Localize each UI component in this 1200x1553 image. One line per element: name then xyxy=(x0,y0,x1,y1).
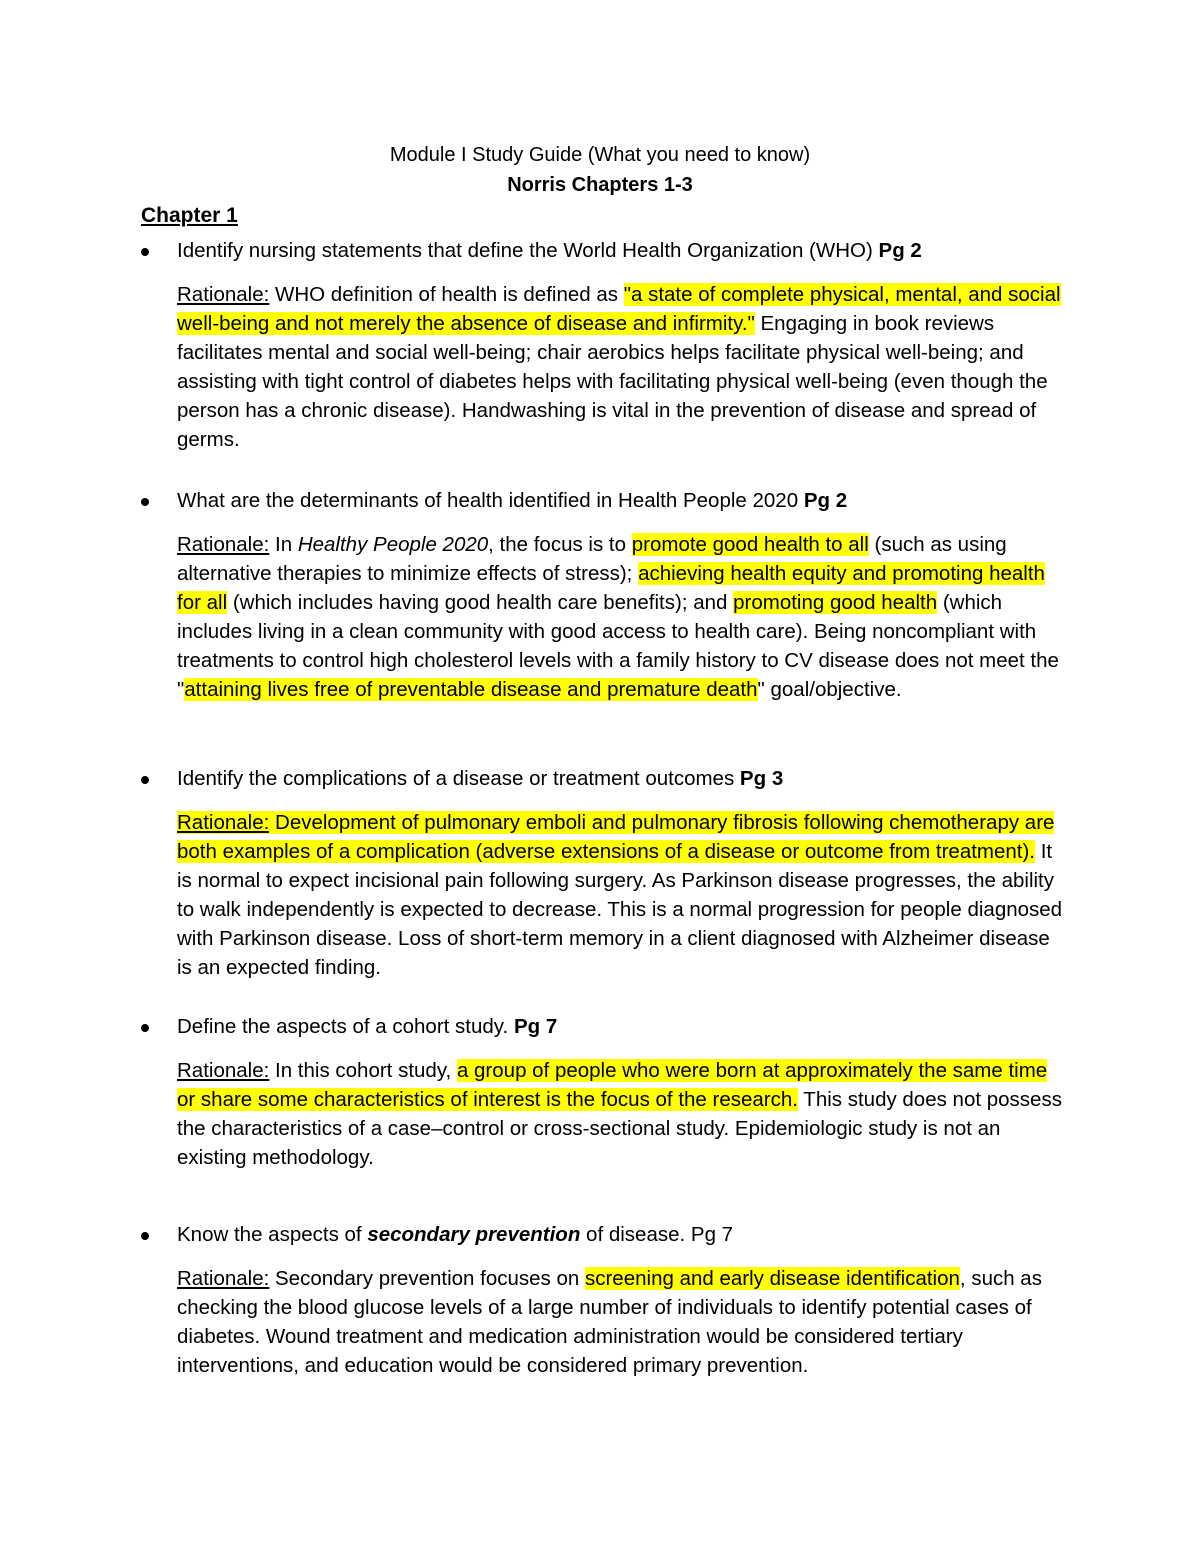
title-block xyxy=(0,140,1200,200)
bullet-icon xyxy=(141,1232,149,1240)
study-item xyxy=(141,764,1061,982)
rationale xyxy=(177,530,1067,704)
bullet-icon xyxy=(141,498,149,506)
question-text: Identify nursing statements that define the World Health Organization (WHO) xyxy=(177,239,873,262)
rationale-italic: Healthy People 2020 xyxy=(297,533,489,556)
rationale xyxy=(177,280,1067,454)
page-ref: Pg 2 xyxy=(803,489,848,512)
bullet-icon xyxy=(141,1024,149,1032)
rationale-text: This study does not possess the characteristics of a case–control or cross-sectional study. Epidemiologic study is not an existing methodology. xyxy=(177,1088,1062,1169)
rationale-text: WHO definition of health is defined as xyxy=(269,283,624,306)
question-text: What are the determinants of health identified in Health People 2020 xyxy=(177,489,799,512)
highlighted-text: attaining lives free of preventable disease and premature death xyxy=(184,678,758,701)
highlighted-text: promote good health to all xyxy=(631,533,869,556)
rationale-text: In xyxy=(269,533,298,556)
rationale xyxy=(177,1264,1067,1380)
page-ref: Pg 7 xyxy=(513,1015,558,1038)
highlighted-text: achieving health equity and promoting health for all xyxy=(177,562,1045,614)
rationale-text: (such as using alternative therapies to minimize effects of stress); xyxy=(177,533,1007,585)
rationale-text: , the focus is to xyxy=(488,533,632,556)
question-text: of disease. Pg 7 xyxy=(580,1223,734,1246)
question-text: Identify the complications of a disease or treatment outcomes xyxy=(177,767,735,790)
rationale-text: , such as checking the blood glucose levels of a large number of individuals to identify potential cases of diabetes. Wound treatment and medication administration would be considered tertiary interventions, and education would be considered primary prevention. xyxy=(177,1267,1042,1377)
highlighted-text: "a state of complete physical, mental, and social well-being and not merely the absence of disease and infirmity." xyxy=(177,283,1061,335)
rationale-text: It is normal to expect incisional pain following surgery. As Parkinson disease progresses, the ability to walk independently is expected to decrease. This is a normal progression for people diagnosed with Parkinson disease. Loss of short-term memory in a client diagnosed with Alzheimer disease is an expected finding. xyxy=(177,840,1063,979)
study-item xyxy=(141,486,1061,704)
bullet-icon xyxy=(141,248,149,256)
highlighted-text: screening and early disease identification xyxy=(584,1267,960,1290)
rationale-text: Engaging in book reviews facilitates mental and social well-being; chair aerobics helps facilitate physical well-being; and assisting with tight control of diabetes helps with facilitating physical well-being (even though the person has a chronic disease). Handwashing is vital in the prevention of disease and spread of germs. xyxy=(177,312,1048,451)
rationale-text: (which includes living in a clean community with good access to health care). Being noncompliant with treatments to control high cholesterol levels with a family history to CV disease does not meet the " xyxy=(177,591,1059,701)
rationale xyxy=(177,808,1067,982)
question-line xyxy=(141,764,1061,794)
highlighted-text: a group of people who were born at approximately the same time or share some characteristics of interest is the focus of the research. xyxy=(177,1059,1048,1111)
question-text: Define the aspects of a cohort study. xyxy=(177,1015,509,1038)
rationale-text: In this cohort study, xyxy=(269,1059,457,1082)
rationale-text: (which includes having good health care benefits); and xyxy=(227,591,734,614)
page-title: Module I Study Guide (What you need to know) xyxy=(389,144,811,166)
bullet-icon xyxy=(141,776,149,784)
rationale-label: Rationale: xyxy=(177,283,270,306)
rationale-label: Rationale: xyxy=(177,811,270,834)
study-item xyxy=(141,1012,1061,1172)
highlighted-text: Development of pulmonary emboli and pulmonary fibrosis following chemotherapy are both examples of a complication (adverse extensions of a disease or outcome from treatment). xyxy=(177,811,1055,863)
page-ref: Pg 2 xyxy=(878,239,922,262)
question-line xyxy=(141,1012,1061,1042)
page-subtitle: Norris Chapters 1-3 xyxy=(507,174,693,196)
rationale-text: Secondary prevention focuses on xyxy=(269,1267,585,1290)
question-emphasis: secondary prevention xyxy=(367,1223,581,1246)
rationale-text: " goal/objective. xyxy=(757,678,902,701)
question-line xyxy=(141,236,1061,266)
chapter-heading: Chapter 1 xyxy=(141,204,238,227)
question-line xyxy=(141,1220,1061,1250)
rationale-label: Rationale: xyxy=(177,1059,270,1082)
highlighted-text: promoting good health xyxy=(733,591,938,614)
rationale-label: Rationale: xyxy=(177,533,270,556)
page-ref: Pg 3 xyxy=(739,767,784,790)
study-item xyxy=(141,236,1061,454)
rationale-label: Rationale: xyxy=(177,1267,270,1290)
rationale xyxy=(177,1056,1067,1172)
study-item xyxy=(141,1220,1061,1380)
question-line xyxy=(141,486,1061,516)
question-text: Know the aspects of xyxy=(177,1223,368,1246)
